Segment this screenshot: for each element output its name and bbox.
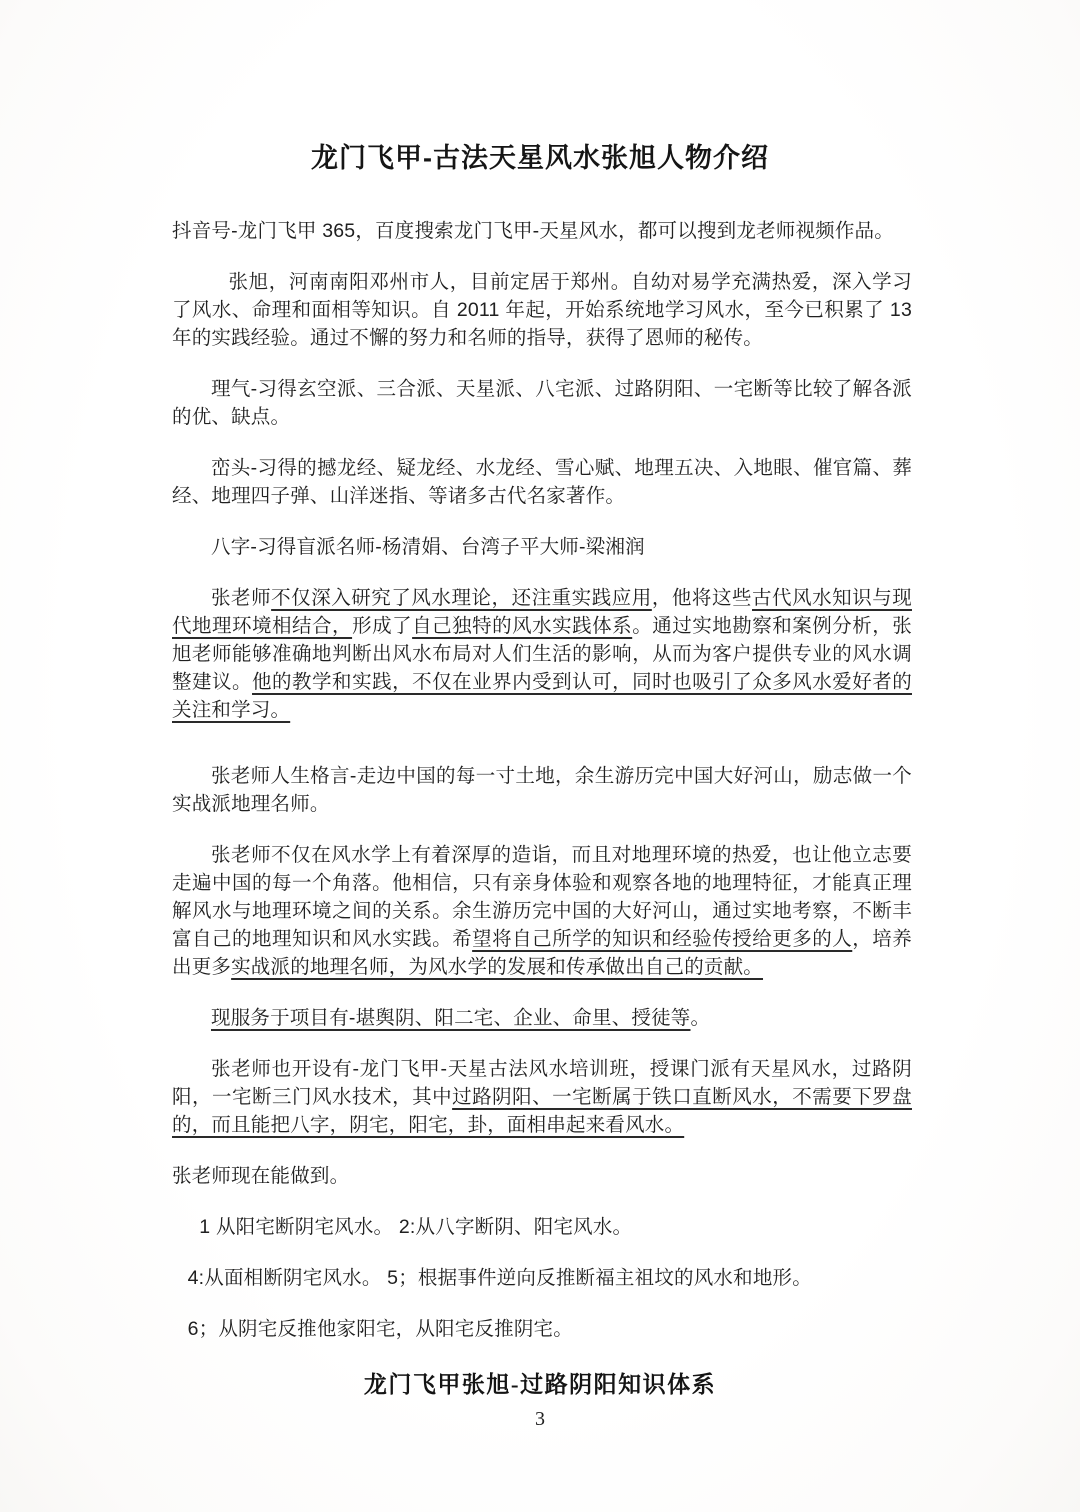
paragraph [172, 454, 912, 510]
underlined-text-run: 他的教学和实践，不仅在业界内受到认可，同时也吸引了众多风水爱好者的关注和学习。 [172, 671, 912, 721]
text-run: ，他将这些 [651, 587, 753, 609]
text-run: 峦头-习得的撼龙经、疑龙经、水龙经、雪心赋、地理五决、入地眼、催官篇、葬经、地理四子弹、山洋迷指、等诸多古代名家著作。 [172, 457, 912, 507]
document-body [172, 217, 912, 1343]
text-run: 八字-习得盲派名师-杨清娟、台湾子平大师-梁湘润 [211, 536, 645, 558]
text-run: 张老师人生格言-走边中国的每一寸土地，余生游历完中国大好河山，励志做一个实战派地理名师。 [172, 765, 912, 815]
paragraph [172, 1315, 912, 1343]
paragraph [172, 1264, 912, 1292]
text-run: 4:从面相断阴宅风水。 5；根据事件逆向反推断福主祖坟的风水和地形。 [187, 1267, 812, 1289]
text-run: ，培养出更多 [172, 928, 912, 978]
text-run: 张老师也开设有-龙门飞甲-天星古法风水培训班，授课门派有天星风水，过路阴阳，一宅断三门风水技术，其中 [172, 1058, 912, 1108]
text-run: 。 [690, 1007, 711, 1029]
underlined-text-run: 现服务于项目有-堪舆阴、阳二宅、企业、命里、授徒等 [211, 1007, 691, 1029]
paragraph [172, 533, 912, 561]
underlined-text-run: 自己独特的风水实践体系 [412, 615, 633, 637]
text-run: 形成了 [352, 615, 413, 637]
paragraph [172, 584, 912, 724]
underlined-text-run: 古代风水知识与现代地理环境相结合， [172, 587, 912, 637]
text-run: 张老师 [211, 587, 272, 609]
underlined-text-run: 望将自己所学的知识和经验传授给更多的人 [472, 928, 853, 950]
paragraph [172, 1213, 912, 1241]
underlined-text-run: 不仅深入研究了风水理论，还注重实践应用 [271, 587, 652, 609]
text-run: 。通过实地勘察和案例分析，张旭老师能够准确地判断出风水布局对人们生活的影响，从而为客户提供专业的风水调整建议。 [172, 615, 912, 693]
paragraph [172, 375, 912, 431]
text-run: 6；从阴宅反推他家阳宅，从阳宅反推阴宅。 [187, 1318, 573, 1340]
paragraph [172, 762, 912, 818]
document-title: 龙门飞甲-古法天星风水张旭人物介绍 [311, 143, 769, 173]
page-number: 3 [535, 1408, 545, 1430]
underlined-text-run: 过路阴阳、一宅断属于铁口直断风水，不需要下罗盘的，而且能把八字，阴宅，阳宅，卦，面相串起来看风水。 [172, 1086, 912, 1136]
text-run: 理气-习得玄空派、三合派、天星派、八宅派、过路阴阳、一宅断等比较了解各派的优、缺点。 [172, 378, 912, 428]
paragraph [172, 217, 912, 245]
footer-heading: 龙门飞甲张旭-过路阴阳知识体系 [363, 1372, 717, 1397]
text-run: 张旭，河南南阳邓州市人，目前定居于郑州。自幼对易学充满热爱，深入学习了风水、命理和面相等知识。自 2011 年起，开始系统地学习风水，至今已积累了 13 年的实践经验。通过不懈的努力和名师的指导，获得了恩师的秘传。 [172, 271, 912, 349]
underlined-text-run: 实战派的地理名师，为风水学的发展和传承做出自己的贡献。 [231, 956, 764, 978]
paragraph [172, 268, 912, 352]
paragraph [172, 1162, 912, 1190]
text-run: 1 从阳宅断阴宅风水。 2:从八字断阴、阳宅风水。 [199, 1216, 633, 1238]
paragraph [172, 1055, 912, 1139]
paragraph [172, 1004, 912, 1032]
text-run: 张老师现在能做到。 [172, 1165, 350, 1187]
text-run: 张老师不仅在风水学上有着深厚的造诣，而且对地理环境的热爱，也让他立志要走遍中国的每一个角落。他相信，只有亲身体验和观察各地的地理特征，才能真正理解风水与地理环境之间的关系。余生游历完中国的大好河山，通过实地考察，不断丰富自己的地理知识和风水实践。希 [172, 844, 912, 950]
text-run: 抖音号-龙门飞甲 365，百度搜索龙门飞甲-天星风水，都可以搜到龙老师视频作品。 [172, 220, 894, 242]
paragraph [172, 841, 912, 981]
